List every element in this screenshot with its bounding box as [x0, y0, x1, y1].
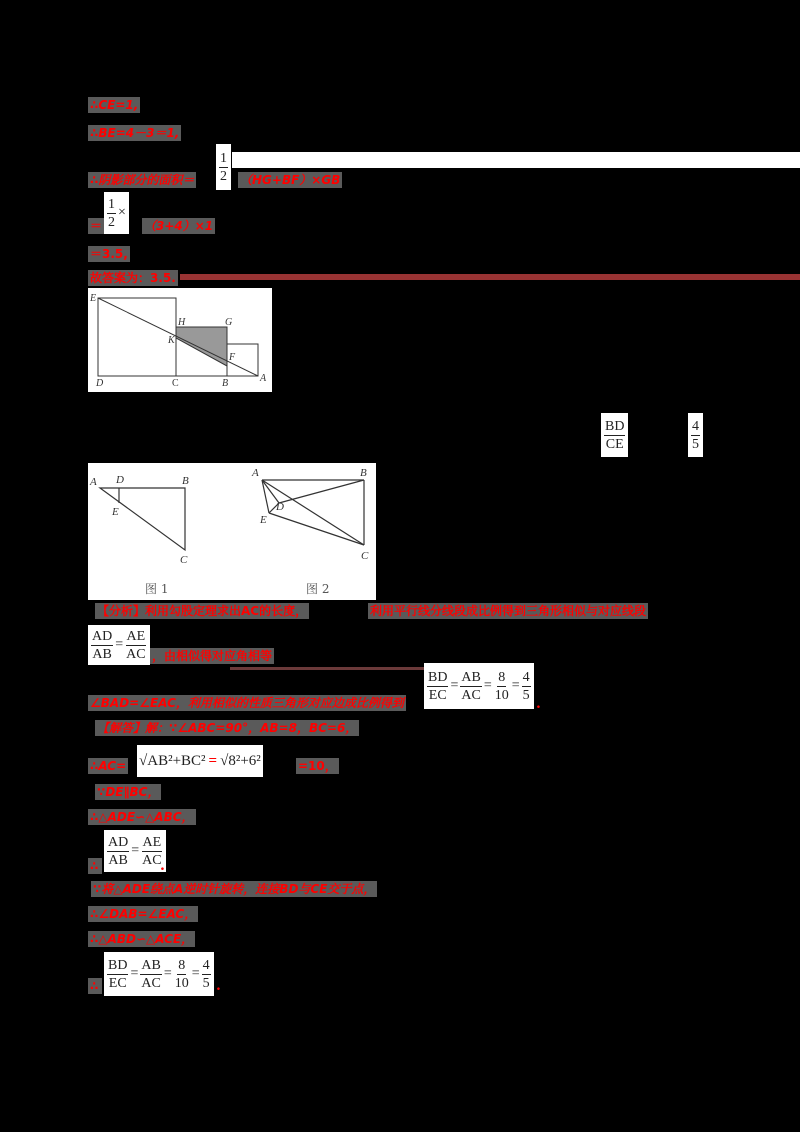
fraction-ad-ab-ae-ac-2: $\frac{AD}{AB}$ = $\frac{AE}{AC}$ [104, 830, 166, 872]
solution-line-be: ∴BE=4－3＝1, [90, 126, 180, 140]
svg-text:G: G [225, 317, 233, 328]
svg-text:D: D [96, 378, 104, 389]
white-bar [232, 152, 800, 168]
svg-text:E: E [90, 293, 97, 304]
svg-text:图 2: 图 2 [306, 582, 330, 596]
svg-text:B: B [222, 378, 229, 389]
svg-text:C: C [172, 378, 179, 389]
equals-sign: ＝ [90, 219, 103, 233]
svg-text:H: H [178, 317, 186, 328]
svg-text:B: B [182, 475, 189, 487]
de-parallel-bc: ∵DE∥BC， [97, 785, 160, 799]
rotation-statement: ∵将△ADE绕点A逆时针旋转，连接BD与CE交于点， [93, 882, 376, 896]
analysis-text-b: 利用平行线分线段成比例得到三角形相似与对应线段 [370, 604, 647, 618]
svg-text:C: C [361, 550, 369, 562]
fraction-half: $\frac{1}{2}$ [216, 144, 231, 190]
solution-line-ce: ∴CE=1, [90, 98, 139, 112]
shaded-area-label: ∴阴影部分的面积＝ [90, 173, 195, 187]
divider-bar [180, 274, 800, 280]
fraction-bd-ec-chain: $\frac{BD}{EC}$ = $\frac{AB}{AC}$ = $\frac{8}{10}$ = $\frac{4}{5}$ [424, 663, 534, 709]
svg-text:A: A [90, 476, 97, 488]
analysis-text-d: ∠BAD=∠EAC，利用相似的性质三角形对应边成比例得到 [90, 696, 404, 710]
fraction-ad-ab-ae-ac: $\frac{AD}{AB}$ = $\frac{AE}{AC}$ [88, 625, 150, 665]
fraction-bd-ec-final: $\frac{BD}{EC}$ = $\frac{AB}{AC}$ = $\frac{8}{10}$ = $\frac{4}{5}$ [104, 952, 214, 996]
therefore-symbol-2: ∴ [88, 978, 102, 994]
area-result: ＝3.5, [90, 247, 128, 261]
svg-text:A: A [252, 467, 259, 479]
area-sum-expression: （3+4）×1 [144, 219, 214, 233]
svg-text:D: D [276, 501, 284, 513]
ac-label: ∴AC= [90, 759, 127, 773]
svg-text:B: B [360, 467, 367, 479]
solution-heading: 【解答】解：∵∠ABC=90°，AB=8，BC=6， [97, 721, 358, 735]
similar-ade-abc: ∴△ADE∽△ABC， [90, 810, 194, 824]
angle-equality: ∴∠DAB=∠EAC， [90, 907, 197, 921]
fraction-bd-ce: $\frac{BD}{CE}$ [601, 413, 628, 457]
triangles-diagram [88, 463, 376, 600]
ac-result: =10， [298, 759, 337, 773]
similar-abd-ace: ∴△ABD∽△ACE， [90, 932, 194, 946]
geometry-figure-triangles [88, 463, 376, 600]
shaded-area-formula: （HG+BF）×GB [240, 173, 341, 187]
fraction-half-times: $\frac{1}{2}$ × [104, 192, 129, 234]
svg-text:D: D [116, 474, 124, 486]
svg-text:图 1: 图 1 [145, 582, 169, 596]
answer-line: 故答案为：3.5. [90, 271, 176, 285]
analysis-text-a: 【分析】利用勾股定理求出AC的长度， [97, 604, 308, 618]
svg-text:K: K [168, 335, 175, 346]
geometry-figure-squares [88, 288, 272, 392]
squares-diagram [88, 288, 272, 392]
svg-text:E: E [260, 514, 267, 526]
svg-text:F: F [229, 352, 236, 363]
analysis-text-c: ，由相似得对应角相等 [152, 649, 273, 663]
svg-text:A: A [260, 373, 267, 384]
therefore-symbol: ∴ [88, 858, 102, 874]
svg-text:E: E [112, 506, 119, 518]
sqrt-expression: √AB²+BC² = √8²+6² [137, 745, 263, 777]
underline-bar [230, 667, 424, 670]
svg-text:C: C [180, 554, 188, 566]
fraction-four-fifths: $\frac{4}{5}$ [688, 413, 703, 457]
